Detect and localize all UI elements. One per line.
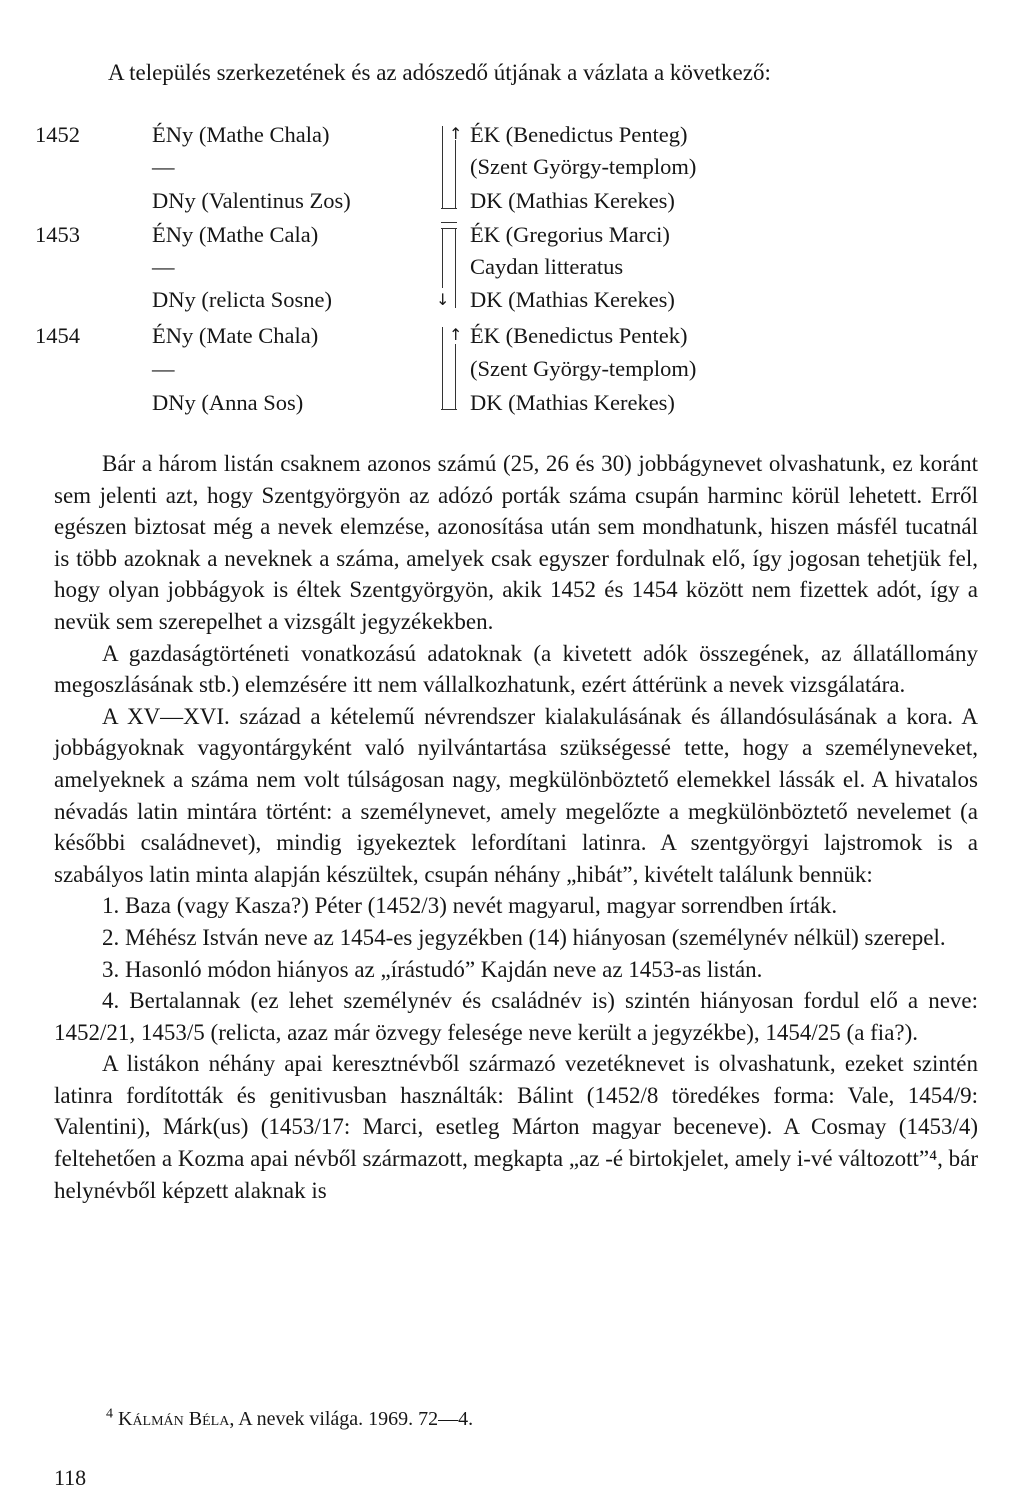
west-1453-1: — [152,254,175,279]
intro-line: A település szerkezetének és az adószedő útjának a vázlata a következő: [108,60,771,85]
list-item: 2. Méhész István neve az 1454-es jegyzékben (14) hiányosan (személynév nélkül) szerepel. [102,924,946,950]
year-1454: 1454 [35,323,80,348]
west-1454-0: ÉNy (Mate Chala) [152,323,319,348]
arrow-up-icon: ↑ [449,325,463,344]
route-line-left-1452 [442,126,443,208]
arrow-down-icon: ↓ [436,290,450,309]
west-1452-0: ÉNy (Mathe Chala) [152,122,330,147]
route-cap-top-1453 [441,222,457,223]
paragraph: A gazdaságtörténeti vonatkozású adatoknak (a kivetett adók összegének, az állatállomány megoszlásának stb.) elemzésére itt nem vállalkozhatunk, ezért áttérünk a nevek vizsgálatára. [54,640,978,698]
east-1453-0: ÉK (Gregorius Marci) [470,222,670,247]
year-1452: 1452 [35,122,80,147]
east-1452-0: ÉK (Benedictus Penteg) [470,122,688,147]
west-1454-2: DNy (Anna Sos) [152,390,304,415]
route-cap-1452 [441,208,457,209]
route-table [0,0,1024,440]
east-1454-2: DK (Mathias Kerekes) [470,390,675,415]
west-1453-2: DNy (relicta Sosne) [152,287,332,312]
east-1454-0: ÉK (Benedictus Pentek) [470,323,688,348]
footnote-text: , A nevek világa. 1969. 72—4. [229,1408,474,1430]
footnote-author: Kálmán Béla [118,1408,230,1430]
east-1452-1: (Szent György-templom) [470,154,697,179]
paragraph: A XV—XVI. század a kételemű névrendszer kialakulásának és állandósulásának a kora. A jobbágyoknak vagyontárgyként való nyilvántartása szükségessé tette, hogy a személyneveket, amelyeknek a száma nem volt túlságosan nagy, megkülönböztető elemekkel lássák el. A hivatalos névadás latin mintára történt: a személynevet, amely megelőzte a megkülönböztető nevelemet (a későbbi családnevet), mindig igyekeztek lefordítani latinra. A szentgyörgyi lajstromok is a szabályos latin minta alapján készültek, csupán néhány „hibát”, kivételt találunk bennük: [54,703,978,887]
list-item: 4. Bertalannak (ez lehet személynév és családnév is) szintén hiányosan fordul elő a neve: 1452/21, 1453/5 (relicta, azaz már özvegy felesége neve került a jegyzékbe), 1454/25 (a fia?). [54,988,978,1045]
paragraph: Bár a három listán csaknem azonos számú (25, 26 és 30) jobbágynevet olvashatunk, ez koránt sem jelenti azt, hogy Szentgyörgyön az adózó porták száma csupán harminc körül lehetett. Erről egészen biztosat még a nevek elemzése, azonosítása után sem mondhatunk, hiszen másfél tucatnál is több azoknak a neveknek a száma, amelyek csak egyszer fordulnak elő, így jogosan tehetjük fel, hogy olyan jobbágyok is éltek Szentgyörgyön, akik 1452 és 1454 között nem fizettek adót, így a nevük sem szerepelhet a vizsgált jegyzékekben. [54,451,978,634]
route-line-left-1454 [442,327,443,409]
route-line-right-1453 [455,228,456,308]
west-1453-0: ÉNy (Mathe Cala) [152,222,319,247]
page-number: 118 [54,1465,87,1490]
east-1453-1: Caydan litteratus [470,254,624,279]
year-1453: 1453 [35,222,80,247]
route-line-right-1452 [455,140,456,208]
west-1452-1: — [152,154,175,179]
body-text [54,448,978,1206]
list-item: 3. Hasonló módon hiányos az „írástudó” Kajdán neve az 1453-as listán. [102,956,763,982]
west-1454-1: — [152,356,175,381]
route-line-right-1454 [455,344,456,409]
east-1453-2: DK (Mathias Kerekes) [470,287,675,312]
route-cap-1454 [441,409,457,410]
route-line-left-1453 [442,228,443,288]
west-1452-2: DNy (Valentinus Zos) [152,188,351,213]
east-1452-2: DK (Mathias Kerekes) [470,188,675,213]
footnote-number: 4 [106,1406,113,1422]
footnote [106,1408,473,1431]
arrow-up-icon: ↑ [449,124,463,143]
list-item: 1. Baza (vagy Kasza?) Péter (1452/3) nevét magyarul, magyar sorrendben írták. [102,893,838,919]
paragraph: A listákon néhány apai keresztnévből származó vezetéknevet is olvashatunk, ezeket szintén latinra fordították és genitivusban használták: Bálint (1452/8 töredékes forma: Vale, 1454/9: Valentini), Márk(us) (1453/17: Marci, esetleg Márton magyar beceneve). A Cosmay (1453/4) feltehetően a Kozma apai névből származott, megkapta „az -é birtokjelet, amely i-vé változott”⁴, bár helynévből képzett alaknak is [54,1051,978,1203]
east-1454-1: (Szent György-templom) [470,356,697,381]
